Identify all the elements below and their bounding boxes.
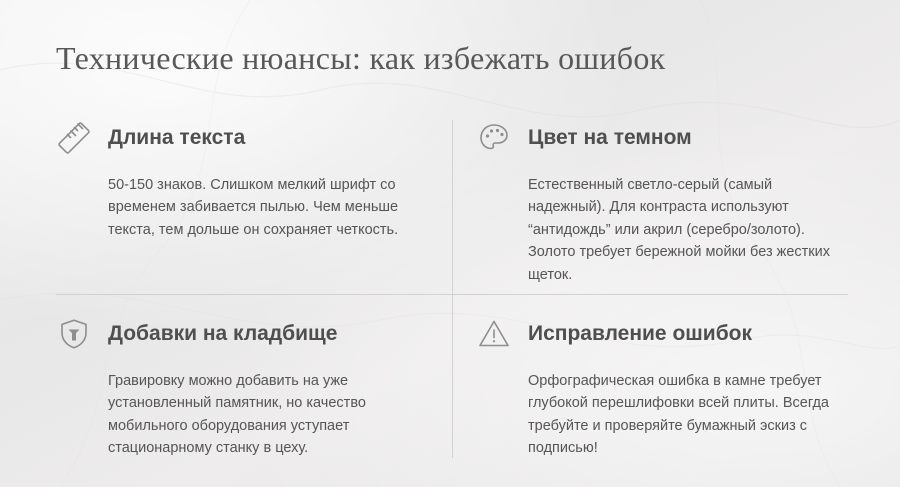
card-body: Орфографическая ошибка в камне требует глубокой перешлифовки всей плиты. Всегда требуйте и проверяйте бумажный эскиз с подписью! xyxy=(528,373,829,457)
card-title: Добавки на кладбище xyxy=(108,322,338,345)
card-body: 50-150 знаков. Слишком мелкий шрифт со временем забивается пылью. Чем меньше текста, тем дольше он сохраняет четкость. xyxy=(108,177,399,238)
card-error-correction xyxy=(476,312,848,460)
vertical-divider xyxy=(452,120,453,458)
card-title: Длина текста xyxy=(108,126,246,149)
card-header xyxy=(56,312,428,356)
card-color-on-dark xyxy=(476,116,848,286)
page-title: Технические нюансы: как избежать ошибок xyxy=(56,40,666,76)
ruler-icon xyxy=(56,120,92,156)
cards-grid xyxy=(56,116,848,466)
card-header xyxy=(476,312,848,356)
card-body: Гравировку можно добавить на уже установленный памятник, но качество мобильного оборудования уступает стационарному станку в цеху. xyxy=(108,373,366,457)
palette-icon xyxy=(476,120,512,156)
card-length-of-text xyxy=(56,116,428,241)
card-header xyxy=(56,116,428,160)
warning-triangle-icon xyxy=(476,316,512,352)
card-header xyxy=(476,116,848,160)
shield-monument-icon xyxy=(56,316,92,352)
card-cemetery-additions xyxy=(56,312,428,460)
card-title: Цвет на темном xyxy=(528,126,692,149)
card-title: Исправление ошибок xyxy=(528,322,752,345)
card-body: Естественный светло-серый (самый надежный). Для контраста используют “антидождь” или акрил (серебро/золото). Золото требует бережной мойки без жестких щеток. xyxy=(528,177,830,283)
